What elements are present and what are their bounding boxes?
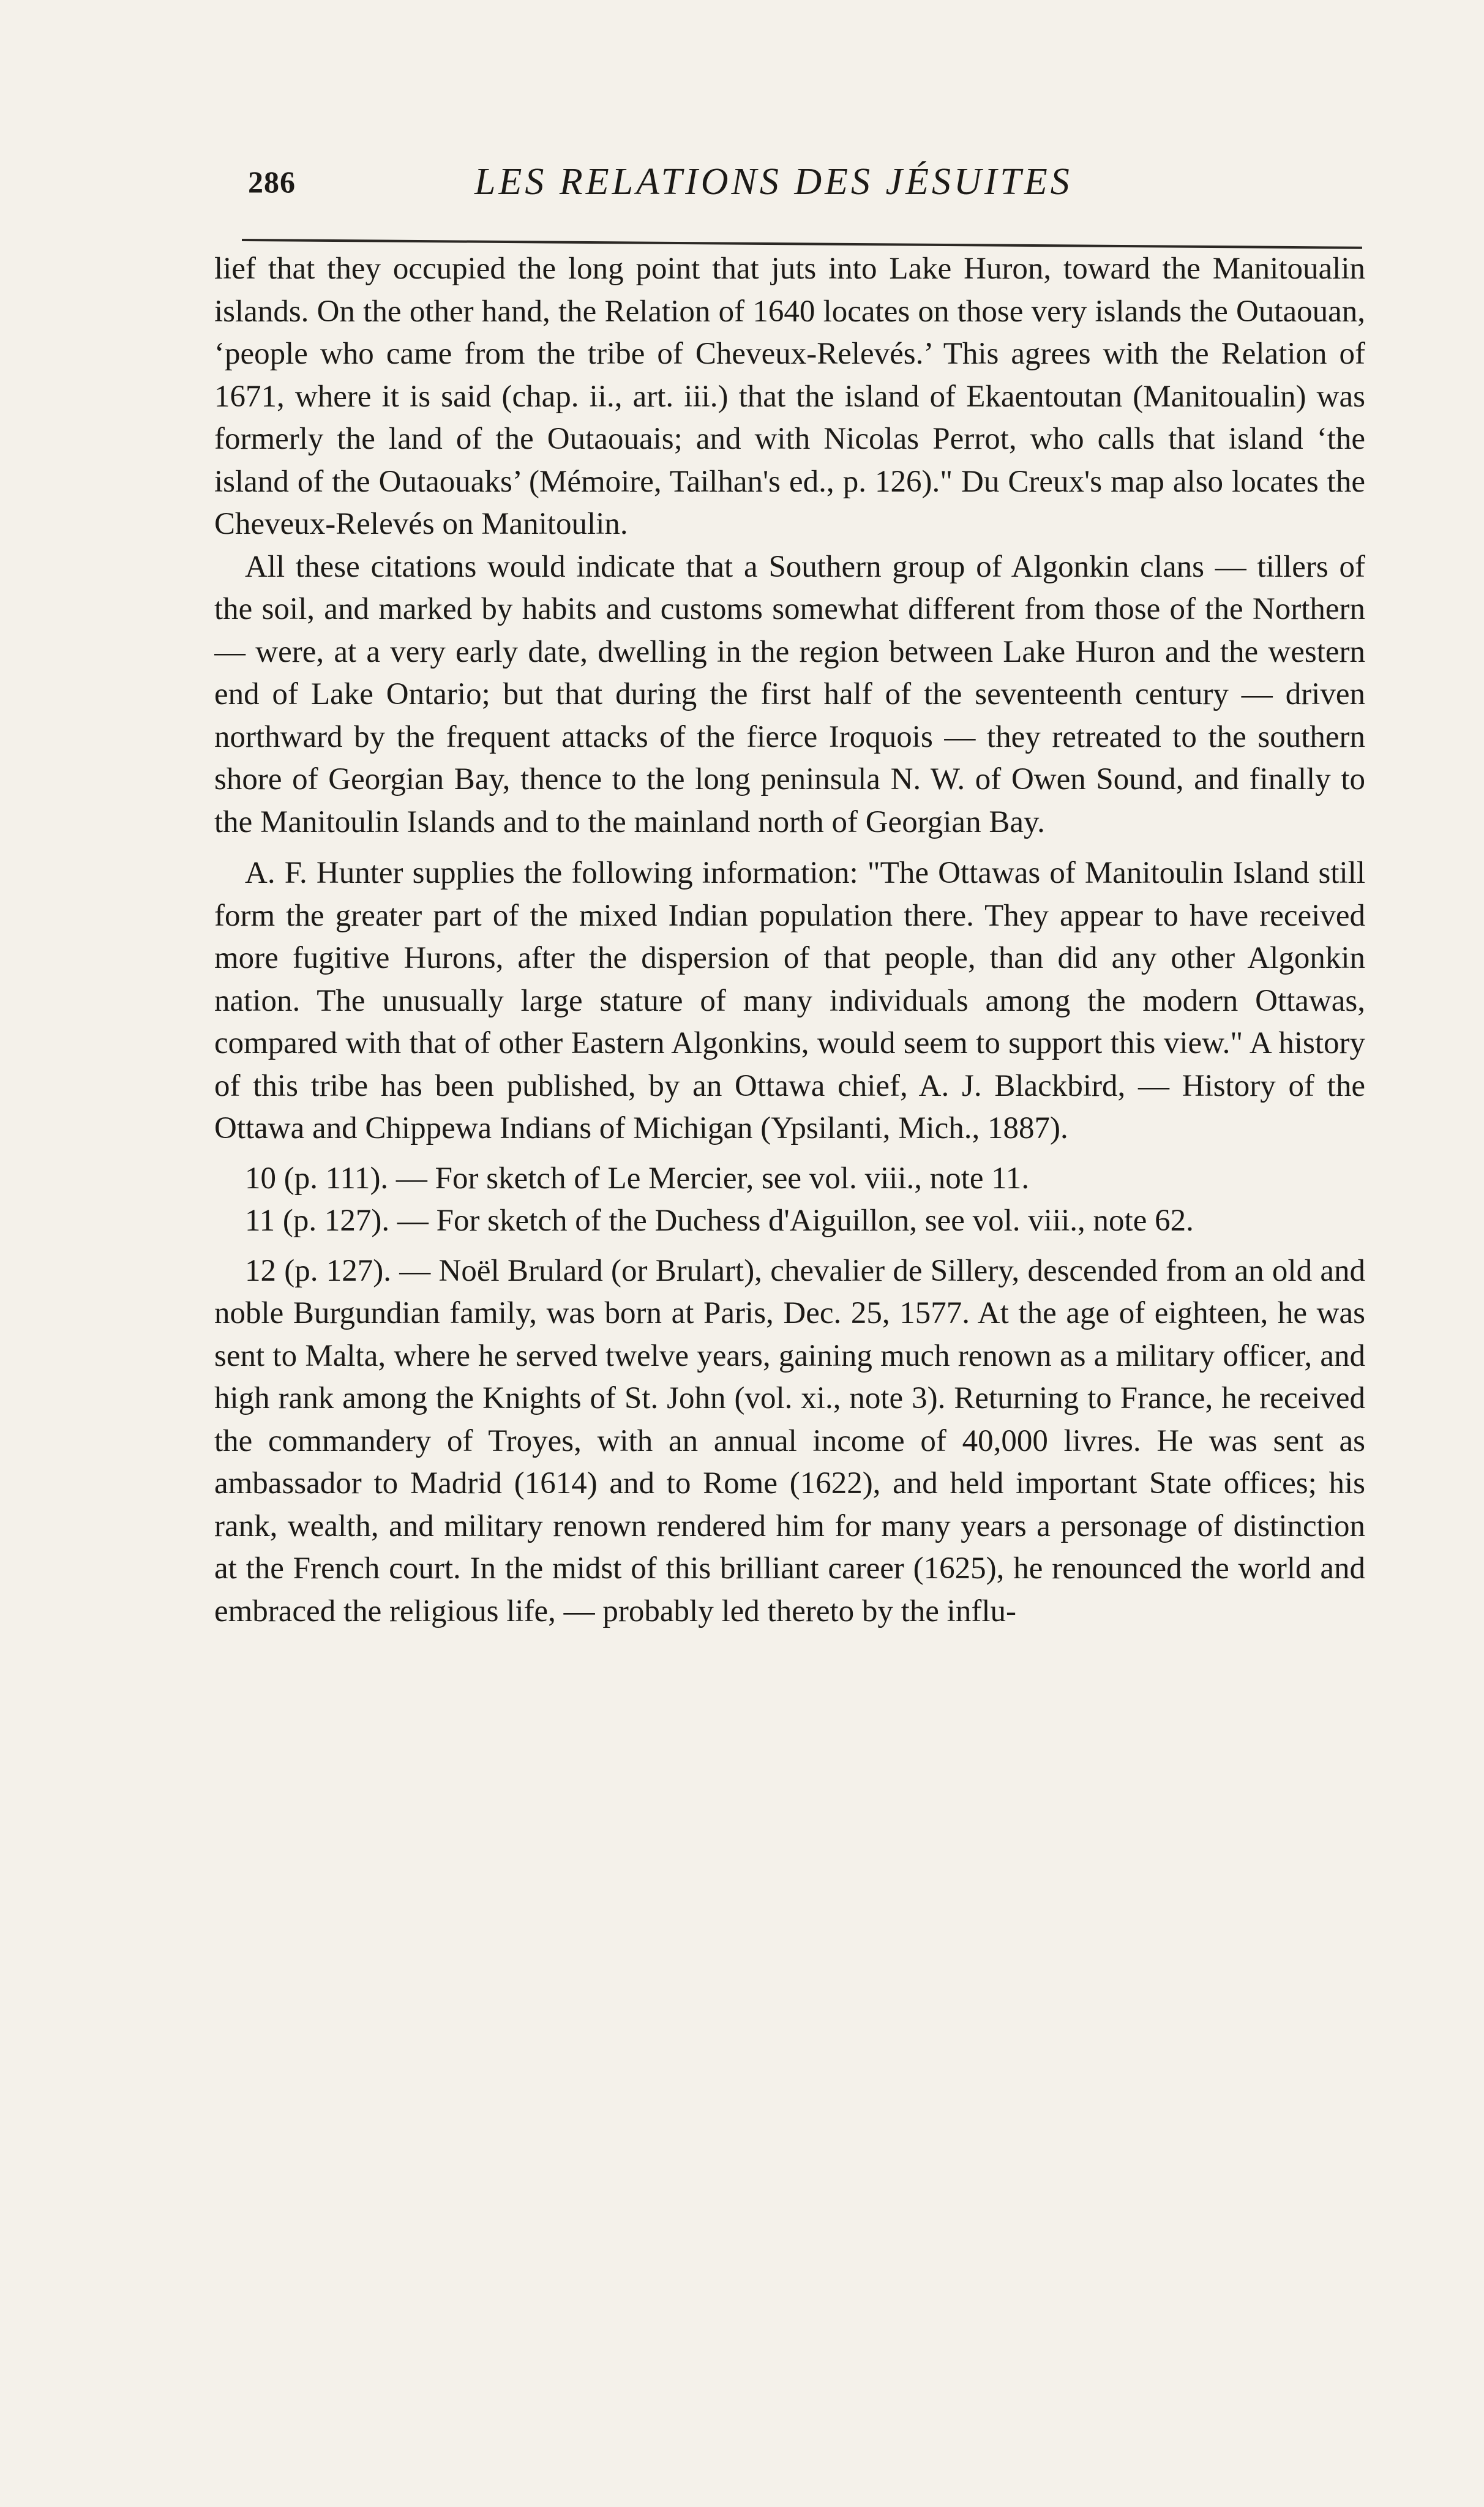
body-text: [214, 248, 1365, 2158]
paragraph-hunter-information: A. F. Hunter supplies the following information: "The Ottawas of Manitoulin Island still form the greater part of the mixed Indian population there. They appear to have received more fugitive Hurons, after the dispersion of that people, than did any other Algonkin nation. The unusually large stature of many individuals among the modern Ottawas, compared with that of other Eastern Algonkins, would seem to support this view." A history of this tribe has been published, by an Ottawa chief, A. J. Blackbird, — History of the Ottawa and Chippewa Indians of Michigan (Ypsilanti, Mich., 1887).: [214, 856, 1365, 1145]
paragraph-algonkin-clans: All these citations would indicate that a Southern group of Algonkin clans — tillers of the soil, and marked by habits and customs somewhat different from those of the Northern — were, at a very early date, dwelling in the region between Lake Huron and the western end of Lake Ontario; but that during the first half of the seventeenth century — driven northward by the frequent attacks of the fierce Iroquois — they retreated to the southern shore of Georgian Bay, thence to the long peninsula N. W. of Owen Sound, and finally to the Manitoulin Islands and to the mainland north of Georgian Bay.: [214, 549, 1365, 839]
note-11: 11 (p. 127). — For sketch of the Duchess d'Aiguillon, see vol. viii., note 62.: [245, 1204, 1194, 1238]
note-12: 12 (p. 127). — Noël Brulard (or Brulart), chevalier de Sillery, descended from an old and noble Burgundian family, was born at Paris, Dec. 25, 1577. At the age of eighteen, he was sent to Malta, where he served twelve years, gaining much renown as a military officer, and high rank among the Knights of St. John (vol. xi., note 3). Returning to France, he received the commandery of Troyes, with an annual income of 40,000 livres. He was sent as ambassador to Madrid (1614) and to Rome (1622), and held important State offices; his rank, wealth, and military renown rendered him for many years a personage of distinction at the French court. In the midst of this brilliant career (1625), he renounced the world and embraced the religious life, — probably led thereto by the influ-: [214, 1253, 1365, 1628]
page-header: [242, 160, 1362, 228]
page-number: 286: [248, 165, 296, 199]
running-title: LES RELATIONS DES JÉSUITES: [474, 161, 1073, 203]
paragraph-continuation: lief that they occupied the long point that juts into Lake Huron, toward the Manitoualin islands. On the other hand, the Relation of 1640 locates on those very islands the Outaouan, ‘people who came from the tribe of Cheveux-Relevés.’ This agrees with the Relation of 1671, where it is said (chap. ii., art. iii.) that the island of Ekaentoutan (Manitoualin) was formerly the land of the Outaouais; and with Nicolas Perrot, who calls that island ‘the island of the Outaouaks’ (Mémoire, Tailhan's ed., p. 126)." Du Creux's map also locates the Cheveux-Relevés on Manitoulin.: [214, 252, 1365, 541]
note-10: 10 (p. 111). — For sketch of Le Mercier, see vol. viii., note 11.: [245, 1161, 1030, 1196]
